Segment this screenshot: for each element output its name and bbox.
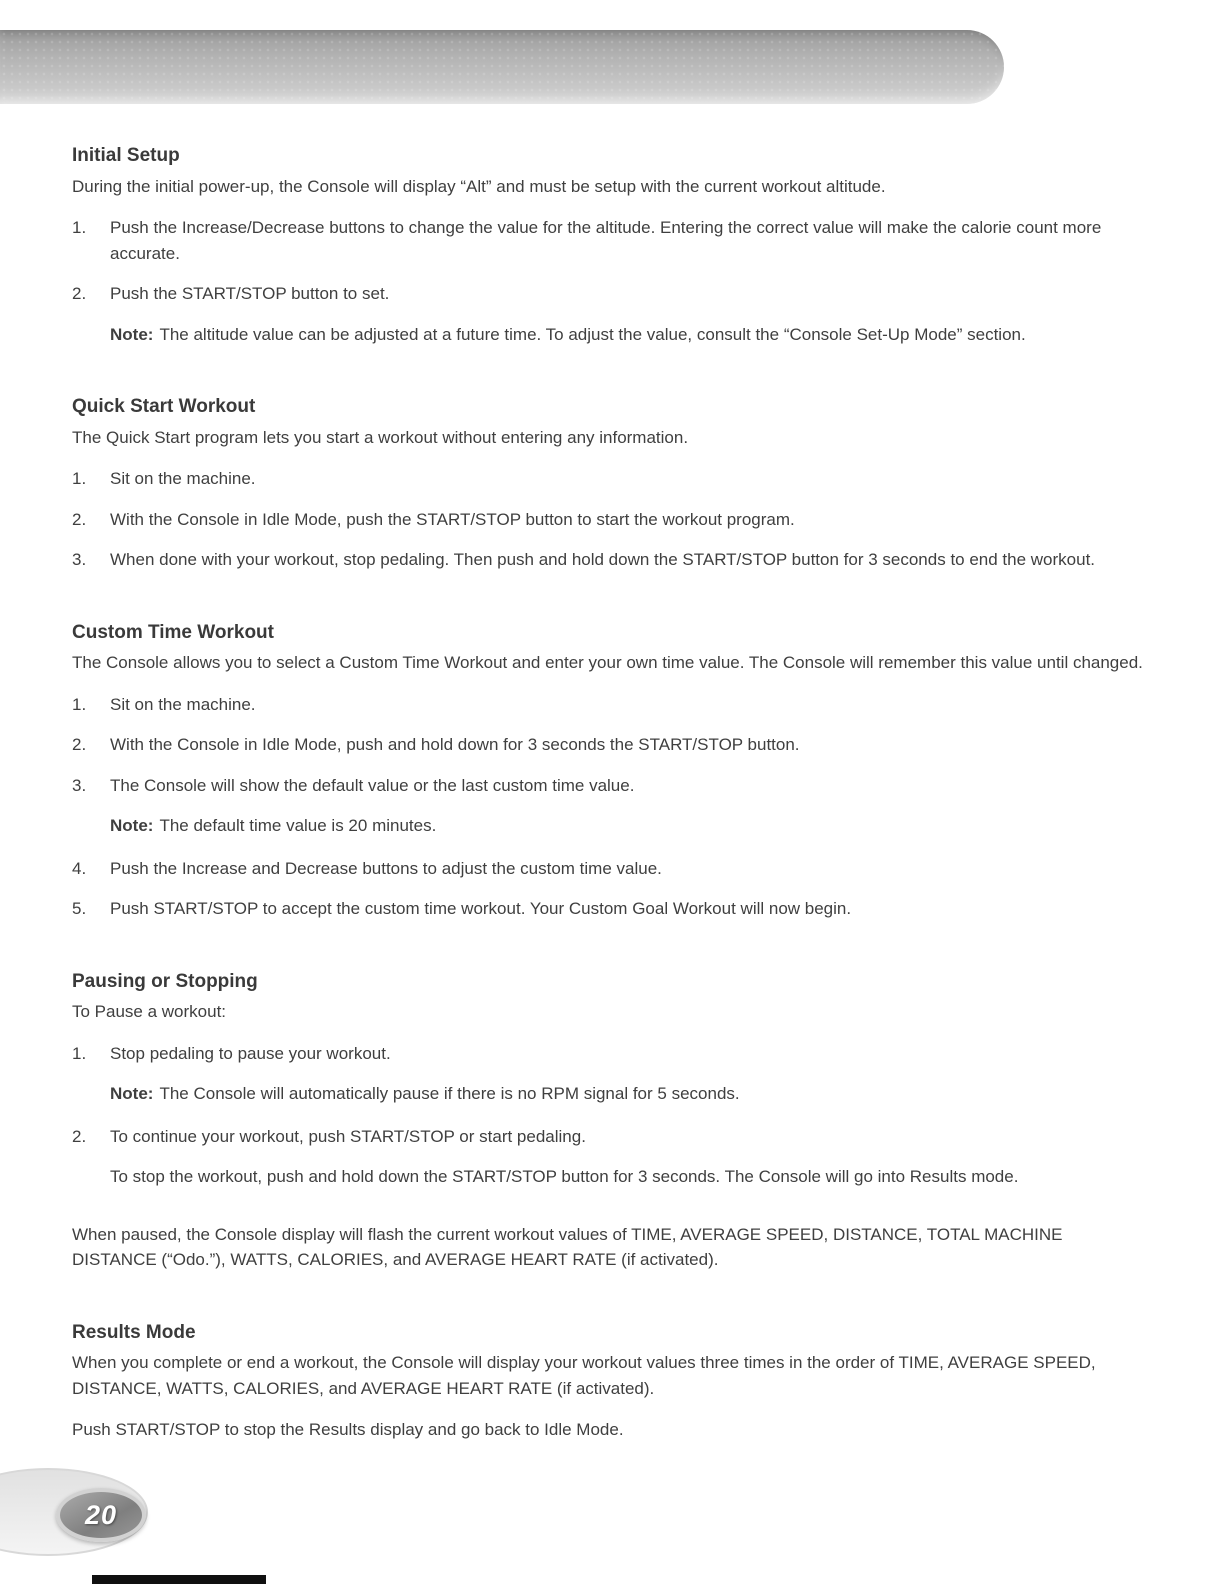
item-number: 2. [72,735,87,754]
item-text: Push the START/STOP button to set. [110,284,390,303]
item-text: Sit on the machine. [110,469,256,488]
section-results-mode [72,1319,1144,1443]
section-intro: The Quick Start program lets you start a workout without entering any information. [72,427,689,447]
section-pausing-or-stopping [72,968,1144,1273]
section-intro: The Console allows you to select a Custom Time Workout and enter your own time value. The Console will remember this value until changed. [72,653,1143,672]
item-text: Stop pedaling to pause your workout. [110,1043,391,1063]
item-text: Push START/STOP to accept the custom time workout. Your Custom Goal Workout will now begin. [110,899,852,918]
header-decoration-bar [0,30,1004,104]
item-number: 3. [72,775,87,795]
item-text: Push the Increase and Decrease buttons to adjust the custom time value. [110,858,662,878]
item-text: With the Console in Idle Mode, push and hold down for 3 seconds the START/STOP button. [110,735,800,754]
list-item [72,466,1144,492]
footer-black-bar [92,1575,266,1584]
section-outro: Push START/STOP to stop the Results display and go back to Idle Mode. [72,1420,624,1439]
item-text: The Console will show the default value or the last custom time value. [110,775,635,795]
list-item [72,773,1144,799]
note-label: Note: [110,816,154,835]
note [110,322,1144,348]
note-text: The altitude value can be adjusted at a future time. To adjust the value, consult the “Console Set-Up Mode” section. [159,324,1026,344]
page-content [72,142,1144,1489]
item-number: 2. [72,1126,87,1146]
list-item [72,215,1144,266]
note-text: The default time value is 20 minutes. [159,816,437,835]
item-number: 4. [72,858,87,878]
note [110,813,1144,839]
section-outro: When paused, the Console display will flash the current workout values of TIME, AVERAGE SPEED, DISTANCE, TOTAL MACHINE DISTANCE (“Odo.”), WATTS, CALORIES, and AVERAGE HEART RATE (if activated). [72,1224,1063,1269]
list-item [72,1124,1144,1150]
list-item [72,856,1144,882]
section-title: Pausing or Stopping [72,970,258,992]
section-intro: When you complete or end a workout, the Console will display your workout values three times in the order of TIME, AVERAGE SPEED, DISTANCE, WATTS, CALORIES, and AVERAGE HEART RATE (if activated). [72,1353,1096,1398]
item-text: With the Console in Idle Mode, push the START/STOP button to start the workout program. [110,509,795,529]
list-item [72,547,1144,573]
note-text: The Console will automatically pause if there is no RPM signal for 5 seconds. [159,1084,740,1103]
item-number: 2. [72,509,87,529]
page-number: 20 [84,1499,118,1530]
note [110,1081,1144,1107]
item-text: To continue your workout, push START/STOP or start pedaling. [110,1126,586,1146]
section-quick-start-workout [72,393,1144,573]
section-custom-time-workout [72,619,1144,922]
list-item [72,692,1144,718]
section-intro: During the initial power-up, the Console will display “Alt” and must be setup with the current workout altitude. [72,176,886,196]
item-number: 2. [72,284,87,303]
item-number: 1. [72,1043,87,1063]
section-title: Initial Setup [72,145,180,166]
section-intro: To Pause a workout: [72,1002,227,1021]
list-item [72,896,1144,922]
note-label: Note: [110,1084,154,1103]
note-label: Note: [110,324,154,344]
list-item [72,1041,1144,1067]
item-text: Sit on the machine. [110,694,256,714]
item-number: 1. [72,469,87,488]
item-text: When done with your workout, stop pedaling. Then push and hold down the START/STOP button for 3 seconds to end the workout. [110,550,1096,569]
continuation-paragraph: To stop the workout, push and hold down the START/STOP button for 3 seconds. The Console will go into Results mode. [110,1167,1019,1186]
list-item [72,507,1144,533]
section-title: Results Mode [72,1321,196,1343]
item-text: Push the Increase/Decrease buttons to change the value for the altitude. Entering the correct value will make the calorie count more accurate. [110,218,1102,263]
section-title: Custom Time Workout [72,621,274,643]
list-item [72,732,1144,758]
item-number: 1. [72,694,87,714]
item-number: 1. [72,218,87,237]
item-number: 5. [72,899,87,918]
list-item [72,281,1144,307]
section-title: Quick Start Workout [72,396,256,417]
item-number: 3. [72,550,87,569]
section-initial-setup [72,142,1144,347]
page-number-badge [56,1488,146,1542]
